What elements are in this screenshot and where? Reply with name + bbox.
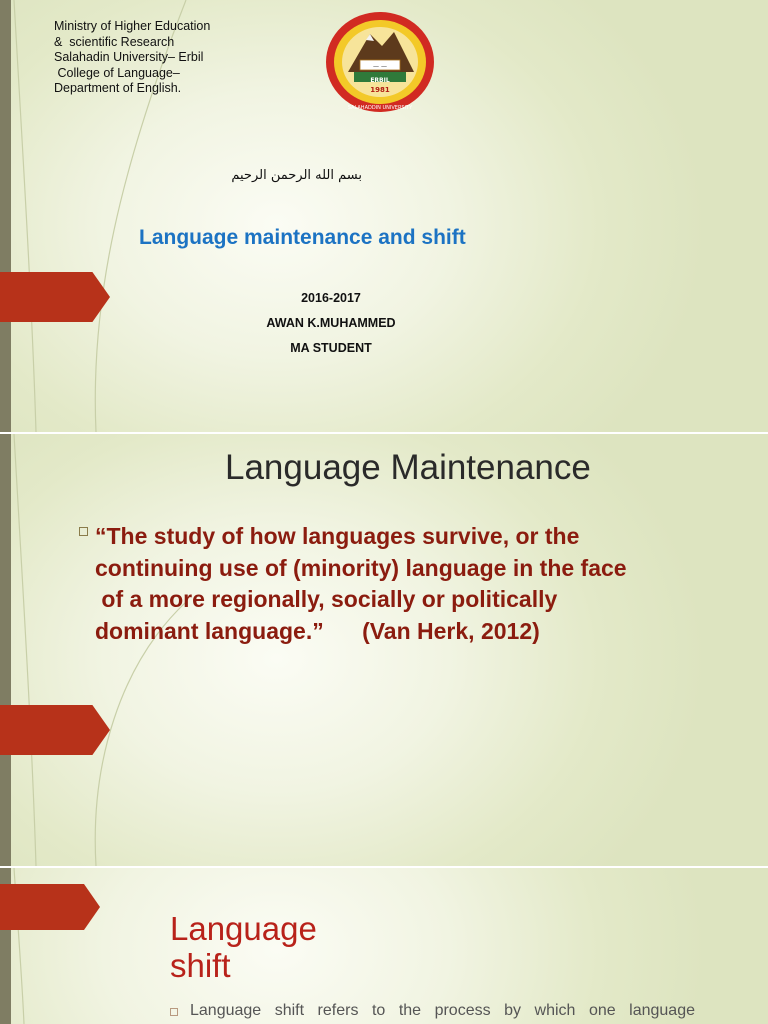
square-bullet-icon: [79, 527, 88, 536]
seal-banner: ERBIL: [370, 77, 390, 84]
square-bullet-icon: [170, 1008, 178, 1016]
red-arrow-tab: [0, 884, 100, 930]
svg-text:— —: — —: [373, 63, 387, 70]
red-arrow-tab: [0, 705, 110, 755]
slide-3: [0, 868, 768, 1024]
author-role: MA STUDENT: [290, 341, 372, 355]
definition-quote: “The study of how languages survive, or the continuing use of (minority) language in the face of a more regionally, socially or politically dominant language.” (Van Herk, 2012): [95, 523, 627, 644]
slide-title: Language Maintenance: [225, 448, 591, 487]
seal-year: 1981: [370, 86, 390, 94]
arabic-basmala: بسم الله الرحمن الرحيم: [231, 168, 362, 183]
author-name: AWAN K.MUHAMMED: [266, 316, 396, 330]
slide-title: Language shift: [170, 910, 317, 984]
decorative-curves: [0, 868, 768, 1024]
seal-bottom-text: SALAHADDIN UNIVERSITY: [347, 105, 413, 111]
slide-2: [0, 434, 768, 866]
decorative-curves: [0, 434, 768, 866]
institution-info: Ministry of Higher Education & scientific Research Salahadin University– Erbil College of Language– Department of English.: [54, 19, 211, 95]
university-seal-icon: [324, 10, 436, 114]
bullet-text: Language shift refers to the process by which one language: [190, 1002, 695, 1019]
presentation-year: 2016-2017: [301, 291, 361, 305]
slide-1: [0, 0, 768, 432]
presentation-title: Language maintenance and shift: [139, 226, 466, 249]
